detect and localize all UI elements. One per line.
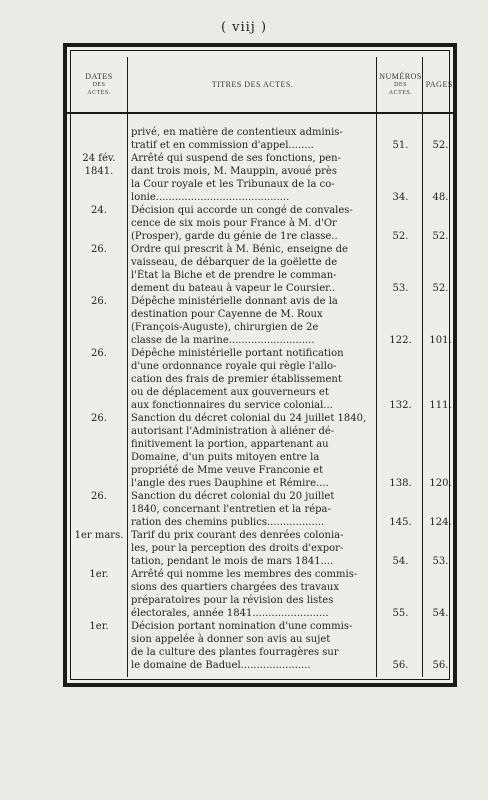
table-row (67, 347, 453, 412)
row-title (129, 295, 378, 347)
row-title-line: sions des quartiers chargées des travaux (131, 582, 339, 593)
row-title-line: aux fonctionnaires du service colonial... (131, 400, 333, 411)
table-row (67, 204, 453, 243)
header-numeros-line2: DES (394, 82, 407, 88)
header-dates (73, 57, 125, 112)
row-title-line: (Prosper), garde du génie de 1re classe.. (131, 231, 338, 242)
row-title-line: Décision qui accorde un congé de convales- (131, 205, 353, 216)
row-title-line: tratif et en commission d'appel........ (131, 140, 314, 151)
row-title-line: l'État la Biche et de prendre le comman- (131, 270, 337, 281)
row-page: 54. (432, 608, 449, 619)
row-title-line: Dépêche ministérielle portant notification (131, 348, 344, 359)
row-numero: 122. (389, 335, 412, 346)
row-title-line: préparatoires pour la révision des listes (131, 595, 334, 606)
header-titres (129, 57, 376, 112)
table-row (67, 243, 453, 295)
table-row (67, 568, 453, 620)
row-title (129, 490, 378, 529)
row-title-line: Sanction du décret colonial du 20 juillet (131, 491, 335, 502)
row-numero: 55. (392, 608, 409, 619)
row-title-line: ou de déplacement aux gouverneurs et (131, 387, 329, 398)
row-title (129, 152, 378, 204)
header-titres-label: TITRES DES ACTES. (211, 79, 294, 89)
table-frame (63, 43, 457, 687)
table-row (67, 529, 453, 568)
row-title-line: d'une ordonnance royale qui règle l'allo- (131, 361, 337, 372)
row-title-line: vaisseau, de débarquer de la goëlette de (131, 257, 338, 268)
row-title (129, 529, 378, 568)
table-row (67, 620, 453, 672)
table-header (67, 57, 456, 114)
row-page: 56. (432, 660, 449, 671)
row-page: 124. (429, 517, 452, 528)
row-numero: 52. (392, 231, 409, 242)
row-date: 26. (91, 413, 107, 424)
row-title-line: cence de six mois pour France à M. d'Or (131, 218, 337, 229)
row-title (129, 347, 378, 412)
row-page: 52. (432, 140, 449, 151)
row-title-line: Arrêté qui suspend de ses fonctions, pen- (131, 153, 342, 164)
row-numero: 56. (392, 660, 409, 671)
row-date: 26. (91, 348, 107, 359)
table-row (67, 152, 453, 204)
row-numero: 34. (392, 192, 409, 203)
row-title-line: dant trois mois, M. Mauppin, avoué près (131, 166, 337, 177)
row-title-line: les, pour la perception des droits d'expor- (131, 543, 344, 554)
row-page: 52. (432, 283, 449, 294)
row-title-line: Arrêté qui nomme les membres des commis- (131, 569, 358, 580)
row-numero: 132. (389, 400, 412, 411)
row-title-line: le domaine de Baduel...................... (131, 660, 311, 671)
row-date: 1er. (89, 569, 109, 580)
row-date: 1er mars. (74, 530, 124, 541)
row-date: 24 fév. 1841. (82, 153, 116, 177)
row-title-line: 1840, concernant l'entretien et la répa- (131, 504, 331, 515)
row-title (129, 204, 378, 243)
row-title-line: sion appelée à donner son avis au sujet (131, 634, 331, 645)
row-title (129, 243, 378, 295)
row-date: 26. (91, 244, 107, 255)
row-title-line: de la culture des plantes fourragères sur (131, 647, 339, 658)
row-title (129, 620, 378, 672)
row-title-line: cation des frais de premier établissement (131, 374, 342, 385)
table-row (67, 295, 453, 347)
row-title-line: propriété de Mme veuve Franconie et (131, 465, 324, 476)
row-title (129, 126, 378, 152)
row-title-line: Tarif du prix courant des denrées colonia- (131, 530, 344, 541)
header-pages (424, 57, 457, 112)
row-numero: 54. (392, 556, 409, 567)
row-title-line: Domaine, d'un puits mitoyen entre la (131, 452, 320, 463)
row-title-line: dement du bateau à vapeur le Coursier.. (131, 283, 336, 294)
row-numero: 51. (392, 140, 409, 151)
row-title-line: l'angle des rues Dauphine et Rémire.... (131, 478, 329, 489)
row-page: 101. (429, 335, 452, 346)
row-title-line: classe de la marine........................... (131, 335, 315, 346)
table-row (67, 412, 453, 490)
row-title-line: autorisant l'Administration à aliéner dé- (131, 426, 335, 437)
table-row (67, 490, 453, 529)
header-dates-line1: DATES (85, 72, 113, 81)
header-numeros-line1: NUMÉROS (379, 72, 422, 81)
row-title-line: Sanction du décret colonial du 24 juillet 1840, (131, 413, 367, 424)
row-title-line: lonie.......................................... (131, 192, 290, 203)
row-page: 53. (432, 556, 449, 567)
header-dates-line3: ACTES. (87, 89, 111, 96)
header-dates-line2: DES (92, 82, 106, 88)
row-page: 52. (432, 231, 449, 242)
row-date: 26. (91, 296, 107, 307)
table-body (67, 126, 453, 672)
header-pages-label: PAGES. (425, 79, 456, 89)
row-title-line: privé, en matière de contentieux adminis- (131, 127, 343, 138)
row-numero: 145. (389, 517, 412, 528)
row-title-line: ration des chemins publics.................. (131, 517, 325, 528)
row-page: 111. (429, 400, 452, 411)
row-title (129, 412, 378, 490)
row-title-line: la Cour royale et les Tribunaux de la co- (131, 179, 335, 190)
row-title-line: finitivement la portion, appartenant au (131, 439, 329, 450)
row-title-line: Dépêche ministérielle donnant avis de la (131, 296, 338, 307)
header-numeros (378, 57, 423, 112)
header-numeros-line3: ACTES. (388, 89, 413, 96)
table-row (67, 126, 453, 152)
row-numero: 138. (389, 478, 412, 489)
row-title-line: tation, pendant le mois de mars 1841.... (131, 556, 334, 567)
row-title-line: Décision portant nomination d'une commis- (131, 621, 353, 632)
row-title-line: électorales, année 1841........................ (131, 608, 329, 619)
page-number: ( viij ) (220, 20, 268, 35)
row-title-line: Ordre qui prescrit à M. Bénic, enseigne de (131, 244, 348, 255)
row-numero: 53. (392, 283, 409, 294)
row-date: 26. (91, 491, 107, 502)
row-page: 120. (429, 478, 452, 489)
row-title (129, 568, 378, 620)
row-title-line: (François-Auguste), chirurgien de 2e (131, 322, 319, 333)
row-title-line: destination pour Cayenne de M. Roux (131, 309, 323, 320)
row-page: 48. (432, 192, 449, 203)
row-date: 1er. (89, 621, 109, 632)
row-date: 24. (91, 205, 107, 216)
